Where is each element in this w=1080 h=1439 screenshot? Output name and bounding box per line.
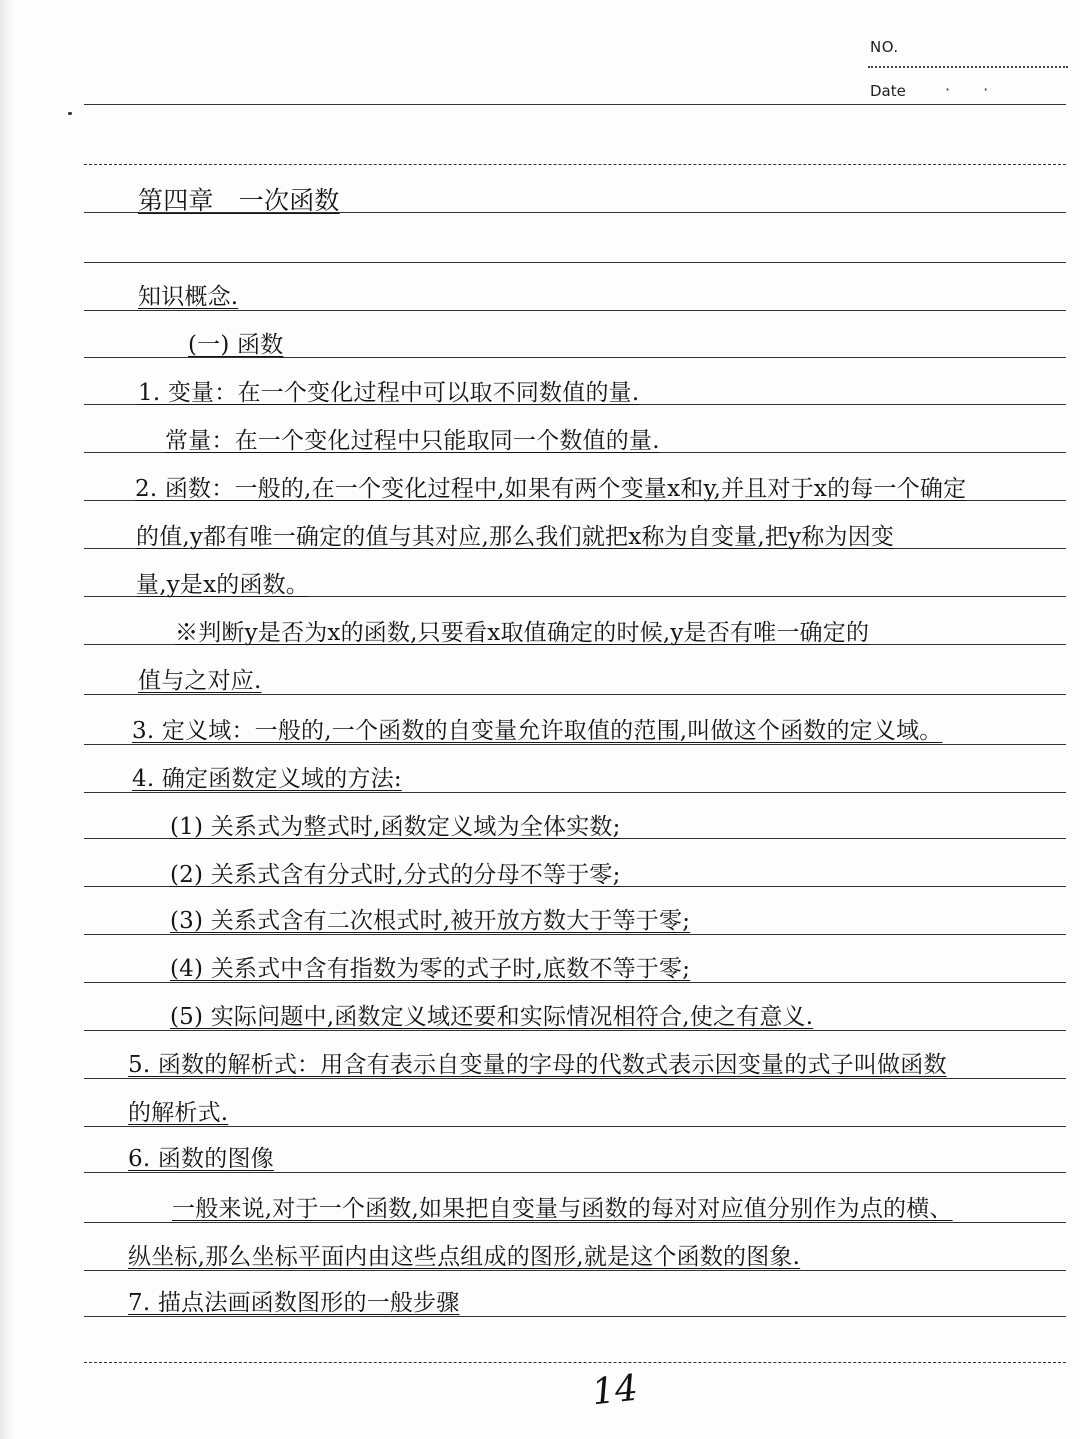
note-line: 常量：在一个变化过程中只能取同一个数值的量. bbox=[165, 428, 660, 454]
subsection-heading: (一) 函数 bbox=[188, 332, 284, 358]
chapter-title: 第四章 一次函数 bbox=[138, 186, 340, 215]
note-line: 7. 描点法画函数图形的一般步骤 bbox=[128, 1290, 460, 1316]
note-line: 纵坐标,那么坐标平面内由这些点组成的图形,就是这个函数的图象. bbox=[128, 1244, 801, 1270]
note-line: ※判断y是否为x的函数,只要看x取值确定的时候,y是否有唯一确定的 bbox=[175, 620, 870, 646]
note-line: (1) 关系式为整式时,函数定义域为全体实数; bbox=[170, 814, 621, 840]
note-line: (5) 实际问题中,函数定义域还要和实际情况相符合,使之有意义. bbox=[170, 1004, 814, 1030]
page-number: 14 bbox=[589, 1367, 640, 1414]
note-line: (2) 关系式含有分式时,分式的分母不等于零; bbox=[170, 862, 621, 888]
note-line: 量,y是x的函数。 bbox=[136, 572, 310, 598]
note-line: 2. 函数：一般的,在一个变化过程中,如果有两个变量x和y,并且对于x的每一个确定 bbox=[135, 476, 967, 502]
ruled-line bbox=[84, 1126, 1066, 1127]
note-line: 1. 变量：在一个变化过程中可以取不同数值的量. bbox=[138, 380, 640, 406]
note-line: (4) 关系式中含有指数为零的式子时,底数不等于零; bbox=[170, 956, 691, 982]
header-date-dots: · · bbox=[945, 80, 1003, 99]
note-line: (3) 关系式含有二次根式时,被开放方数大于等于零; bbox=[170, 908, 691, 934]
section-heading: 知识概念. bbox=[138, 284, 239, 310]
ruled-line bbox=[84, 104, 1066, 105]
stray-ink-mark bbox=[68, 112, 72, 115]
ruled-line bbox=[84, 1362, 1066, 1363]
ruled-line bbox=[84, 262, 1066, 263]
note-line: 5. 函数的解析式：用含有表示自变量的字母的代数式表示因变量的式子叫做函数 bbox=[128, 1052, 947, 1078]
note-line: 4. 确定函数定义域的方法: bbox=[132, 766, 402, 792]
header-no-dotted-line bbox=[868, 66, 1068, 68]
note-line: 的值,y都有唯一确定的值与其对应,那么我们就把x称为自变量,把y称为因变 bbox=[136, 524, 895, 550]
note-line: 的解析式. bbox=[128, 1100, 229, 1126]
scan-edge-shadow bbox=[0, 0, 14, 1439]
note-line: 3. 定义域：一般的,一个函数的自变量允许取值的范围,叫做这个函数的定义域。 bbox=[132, 718, 943, 744]
header-date-label: Date bbox=[870, 82, 906, 100]
ruled-line bbox=[84, 164, 1066, 165]
note-line: 6. 函数的图像 bbox=[128, 1146, 274, 1172]
note-line: 一般来说,对于一个函数,如果把自变量与函数的每对对应值分别作为点的横、 bbox=[172, 1196, 953, 1222]
note-line: 值与之对应. bbox=[138, 668, 262, 694]
header-no-label: NO. bbox=[870, 38, 899, 56]
